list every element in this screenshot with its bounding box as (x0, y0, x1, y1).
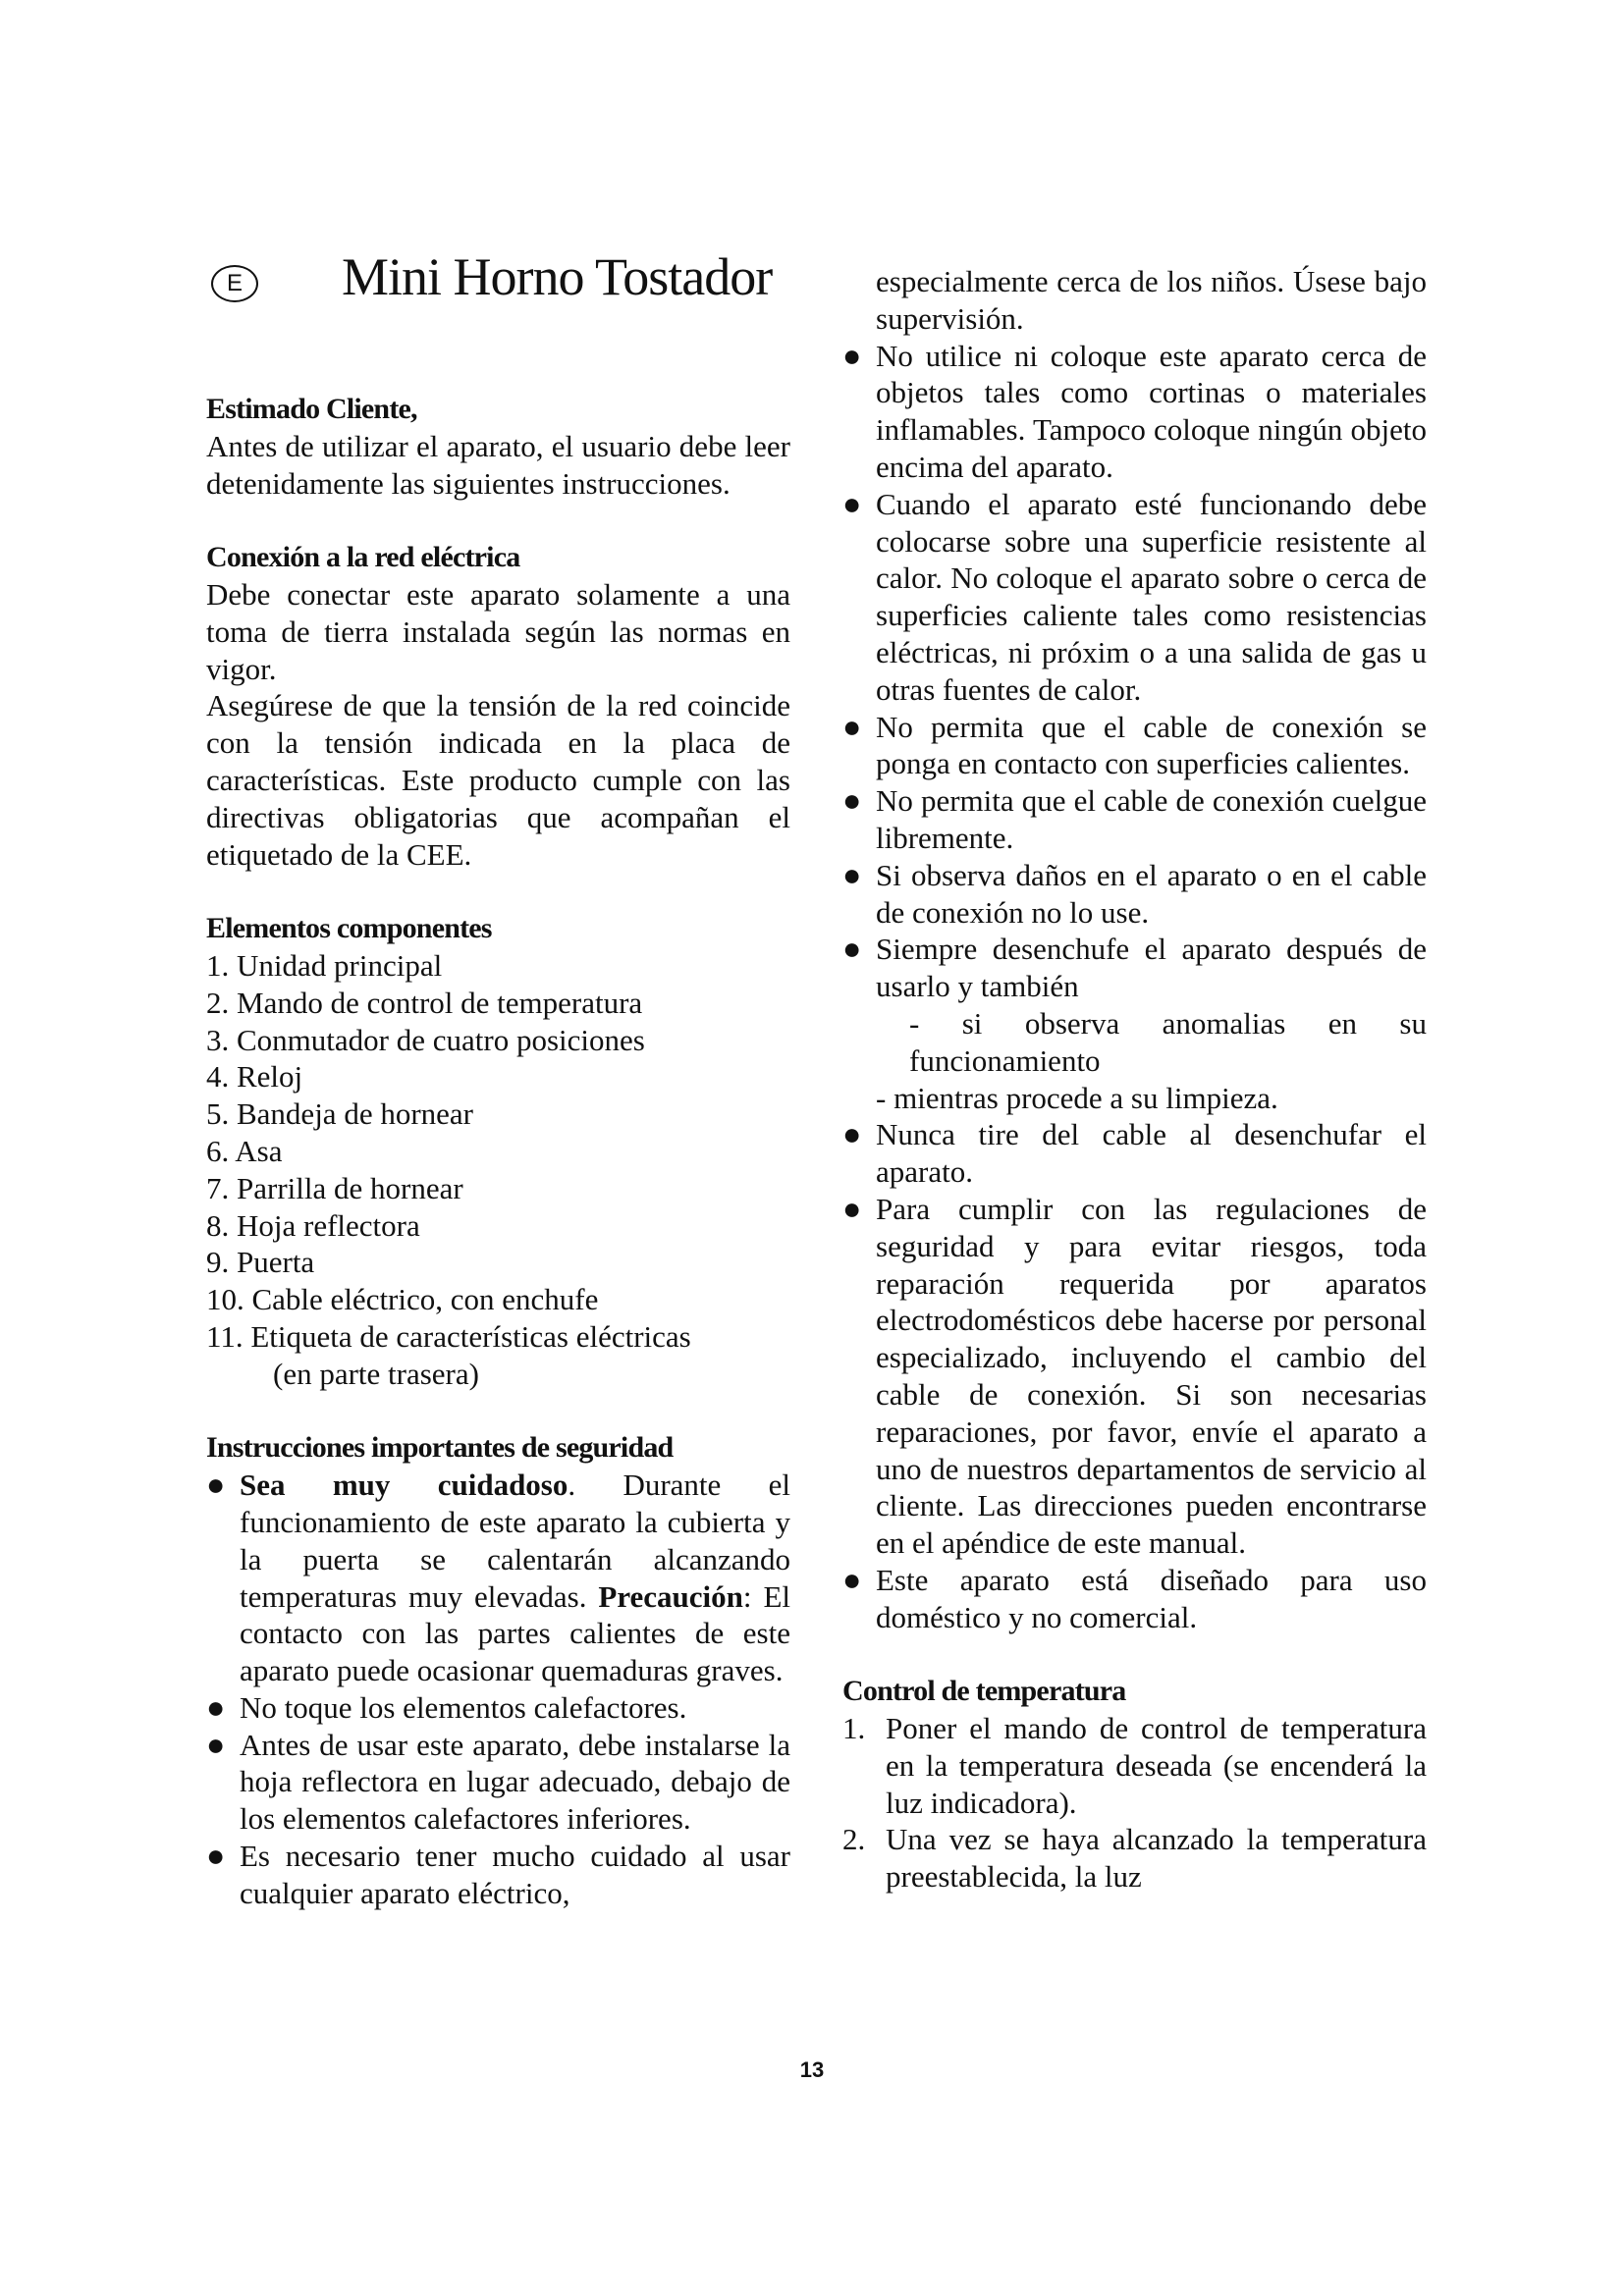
list-item (206, 1689, 790, 1727)
bold-lead: Sea muy cuidadoso (240, 1468, 568, 1503)
list-item: 5. Bandeja de hornear (206, 1096, 473, 1132)
list-item: 8. Hoja reflectora (206, 1207, 420, 1243)
bullet-icon: ● (206, 1688, 226, 1725)
list-item (842, 1116, 1427, 1191)
step-number: 1. (842, 1711, 866, 1746)
list-item: 6. Asa (206, 1133, 283, 1168)
list-item (842, 1821, 1427, 1896)
list-item: (en parte trasera) (273, 1356, 479, 1391)
sub-item: - si observa anomalias en su funcionamiento (909, 1005, 1427, 1078)
bullet-text: Este aparato está diseñado para uso doméstico y no comercial. (876, 1562, 1427, 1634)
list-item (842, 1562, 1427, 1636)
bullet-icon: ● (842, 782, 862, 819)
list-item (206, 1838, 790, 1912)
title-row (206, 247, 790, 344)
list-item (206, 1727, 790, 1838)
bullet-icon: ● (842, 1561, 862, 1597)
bullet-icon: ● (842, 1190, 862, 1226)
bullet-text: Antes de usar este aparato, debe instalarse la hoja reflectora en lugar adecuado, debajo de los elementos calefactores inferiores. (240, 1727, 790, 1837)
bullet-text: No permita que el cable de conexión cuelgue libremente. (876, 783, 1427, 855)
safety-list-continued (842, 338, 1427, 1636)
left-column (206, 247, 790, 1912)
list-item: 1. Unidad principal (206, 947, 443, 983)
caution-label: Precaución (598, 1578, 743, 1614)
step-text: Poner el mando de control de temperatura en la temperatura deseada (se encenderá la luz indicadora). (886, 1711, 1427, 1820)
greeting-heading: Estimado Cliente, (206, 393, 417, 425)
bullet-text: Para cumplir con las regulaciones de seguridad y para evitar riesgos, toda reparación requerida por aparatos electrodomésticos debe hacerse por personal especializado, incluyendo el cambio del cable de conexión. Si son necesarias reparaciones, por favor, envíe el aparato a uno de nuestros departamentos de servicio al cliente. Las direcciones pueden encontrarse en el apéndice de este manual. (876, 1191, 1427, 1561)
bullet-text: Si observa daños en el aparato o en el cable de conexión no lo use. (876, 857, 1427, 930)
list-item: 3. Conmutador de cuatro posiciones (206, 1022, 645, 1057)
bullet-text: . Durante el funcionamiento de este aparato la cubierta y la puerta se calentarán alcanzando temperaturas muy elevadas. (240, 1468, 790, 1614)
bullet-text: No permita que el cable de conexión se ponga en contacto con superficies calientes. (876, 709, 1427, 781)
list-item (842, 1191, 1427, 1562)
list-item: 9. Puerta (206, 1245, 315, 1280)
bullet-icon: ● (842, 485, 862, 521)
bullet-icon: ● (842, 931, 862, 967)
list-item (842, 931, 1427, 1116)
components-heading: Elementos componentes (206, 912, 492, 945)
greeting-text: Antes de utilizar el aparato, el usuario debe leer detenidamente las siguientes instrucciones. (206, 428, 790, 501)
bullet-text: No utilice ni coloque este aparato cerca de objetos tales como cortinas o materiales inflamables. Tampoco coloque ningún objeto encima del aparato. (876, 338, 1427, 484)
list-item: 10. Cable eléctrico, con enchufe (206, 1282, 599, 1317)
caution-text: : El contacto con las partes calientes de este aparato puede ocasionar quemaduras graves. (240, 1578, 790, 1688)
connection-paragraph-1: Debe conectar este aparato solamente a una toma de tierra instalada según las normas en vigor. (206, 576, 790, 686)
right-column (842, 263, 1427, 1896)
continuation-text: especialmente cerca de los niños. Úsese bajo supervisión. (876, 264, 1427, 336)
step-number: 2. (842, 1822, 866, 1857)
list-item (842, 338, 1427, 486)
list-item: 7. Parrilla de hornear (206, 1170, 463, 1205)
bullet-text: No toque los elementos calefactores. (240, 1689, 687, 1725)
language-badge: E (211, 265, 258, 302)
list-item (842, 857, 1427, 932)
components-list (206, 947, 790, 1393)
sub-item: - mientras procede a su limpieza. (876, 1080, 1278, 1115)
list-item (842, 782, 1427, 857)
list-item: 11. Etiqueta de características eléctricas (206, 1318, 691, 1354)
bullet-text: Es necesario tener mucho cuidado al usar cualquier aparato eléctrico, (240, 1839, 790, 1910)
bullet-text: Nunca tire del cable al desenchufar el aparato. (876, 1117, 1427, 1190)
bullet-icon: ● (842, 1116, 862, 1152)
connection-heading: Conexión a la red eléctrica (206, 541, 520, 574)
bullet-text: Cuando el aparato esté funcionando debe colocarse sobre una superficie resistente al calor. No coloque el aparato sobre o cerca de superficies caliente tales como resistencias eléctricas, ni próxim o a una salida de gas u otras fuentes de calor. (876, 486, 1427, 707)
page-number: 13 (799, 2057, 825, 2082)
page-title: Mini Horno Tostador (342, 247, 773, 306)
step-text: Una vez se haya alcanzado la temperatura preestablecida, la luz (886, 1822, 1427, 1895)
bullet-icon: ● (842, 708, 862, 744)
safety-heading: Instrucciones importantes de seguridad (206, 1431, 674, 1465)
list-item: 4. Reloj (206, 1059, 303, 1095)
temperature-heading: Control de temperatura (842, 1675, 1126, 1708)
list-item (842, 1710, 1427, 1821)
safety-list (206, 1467, 790, 1912)
list-item (842, 486, 1427, 709)
bullet-icon: ● (206, 1467, 226, 1503)
bullet-icon: ● (206, 1726, 226, 1762)
connection-paragraph-2: Asegúrese de que la tensión de la red coincide con la tensión indicada en la placa de características. Este producto cumple con las directivas obligatorias que acompañan el etiquetado de la CEE. (206, 688, 790, 872)
bullet-text: Siempre desenchufe el aparato después de usarlo y también (876, 932, 1427, 1004)
bullet-icon: ● (842, 856, 862, 892)
temperature-steps (842, 1710, 1427, 1896)
list-item: 2. Mando de control de temperatura (206, 985, 643, 1020)
bullet-icon: ● (842, 337, 862, 373)
bullet-icon: ● (206, 1838, 226, 1874)
list-item (206, 1467, 790, 1689)
list-item (842, 709, 1427, 783)
